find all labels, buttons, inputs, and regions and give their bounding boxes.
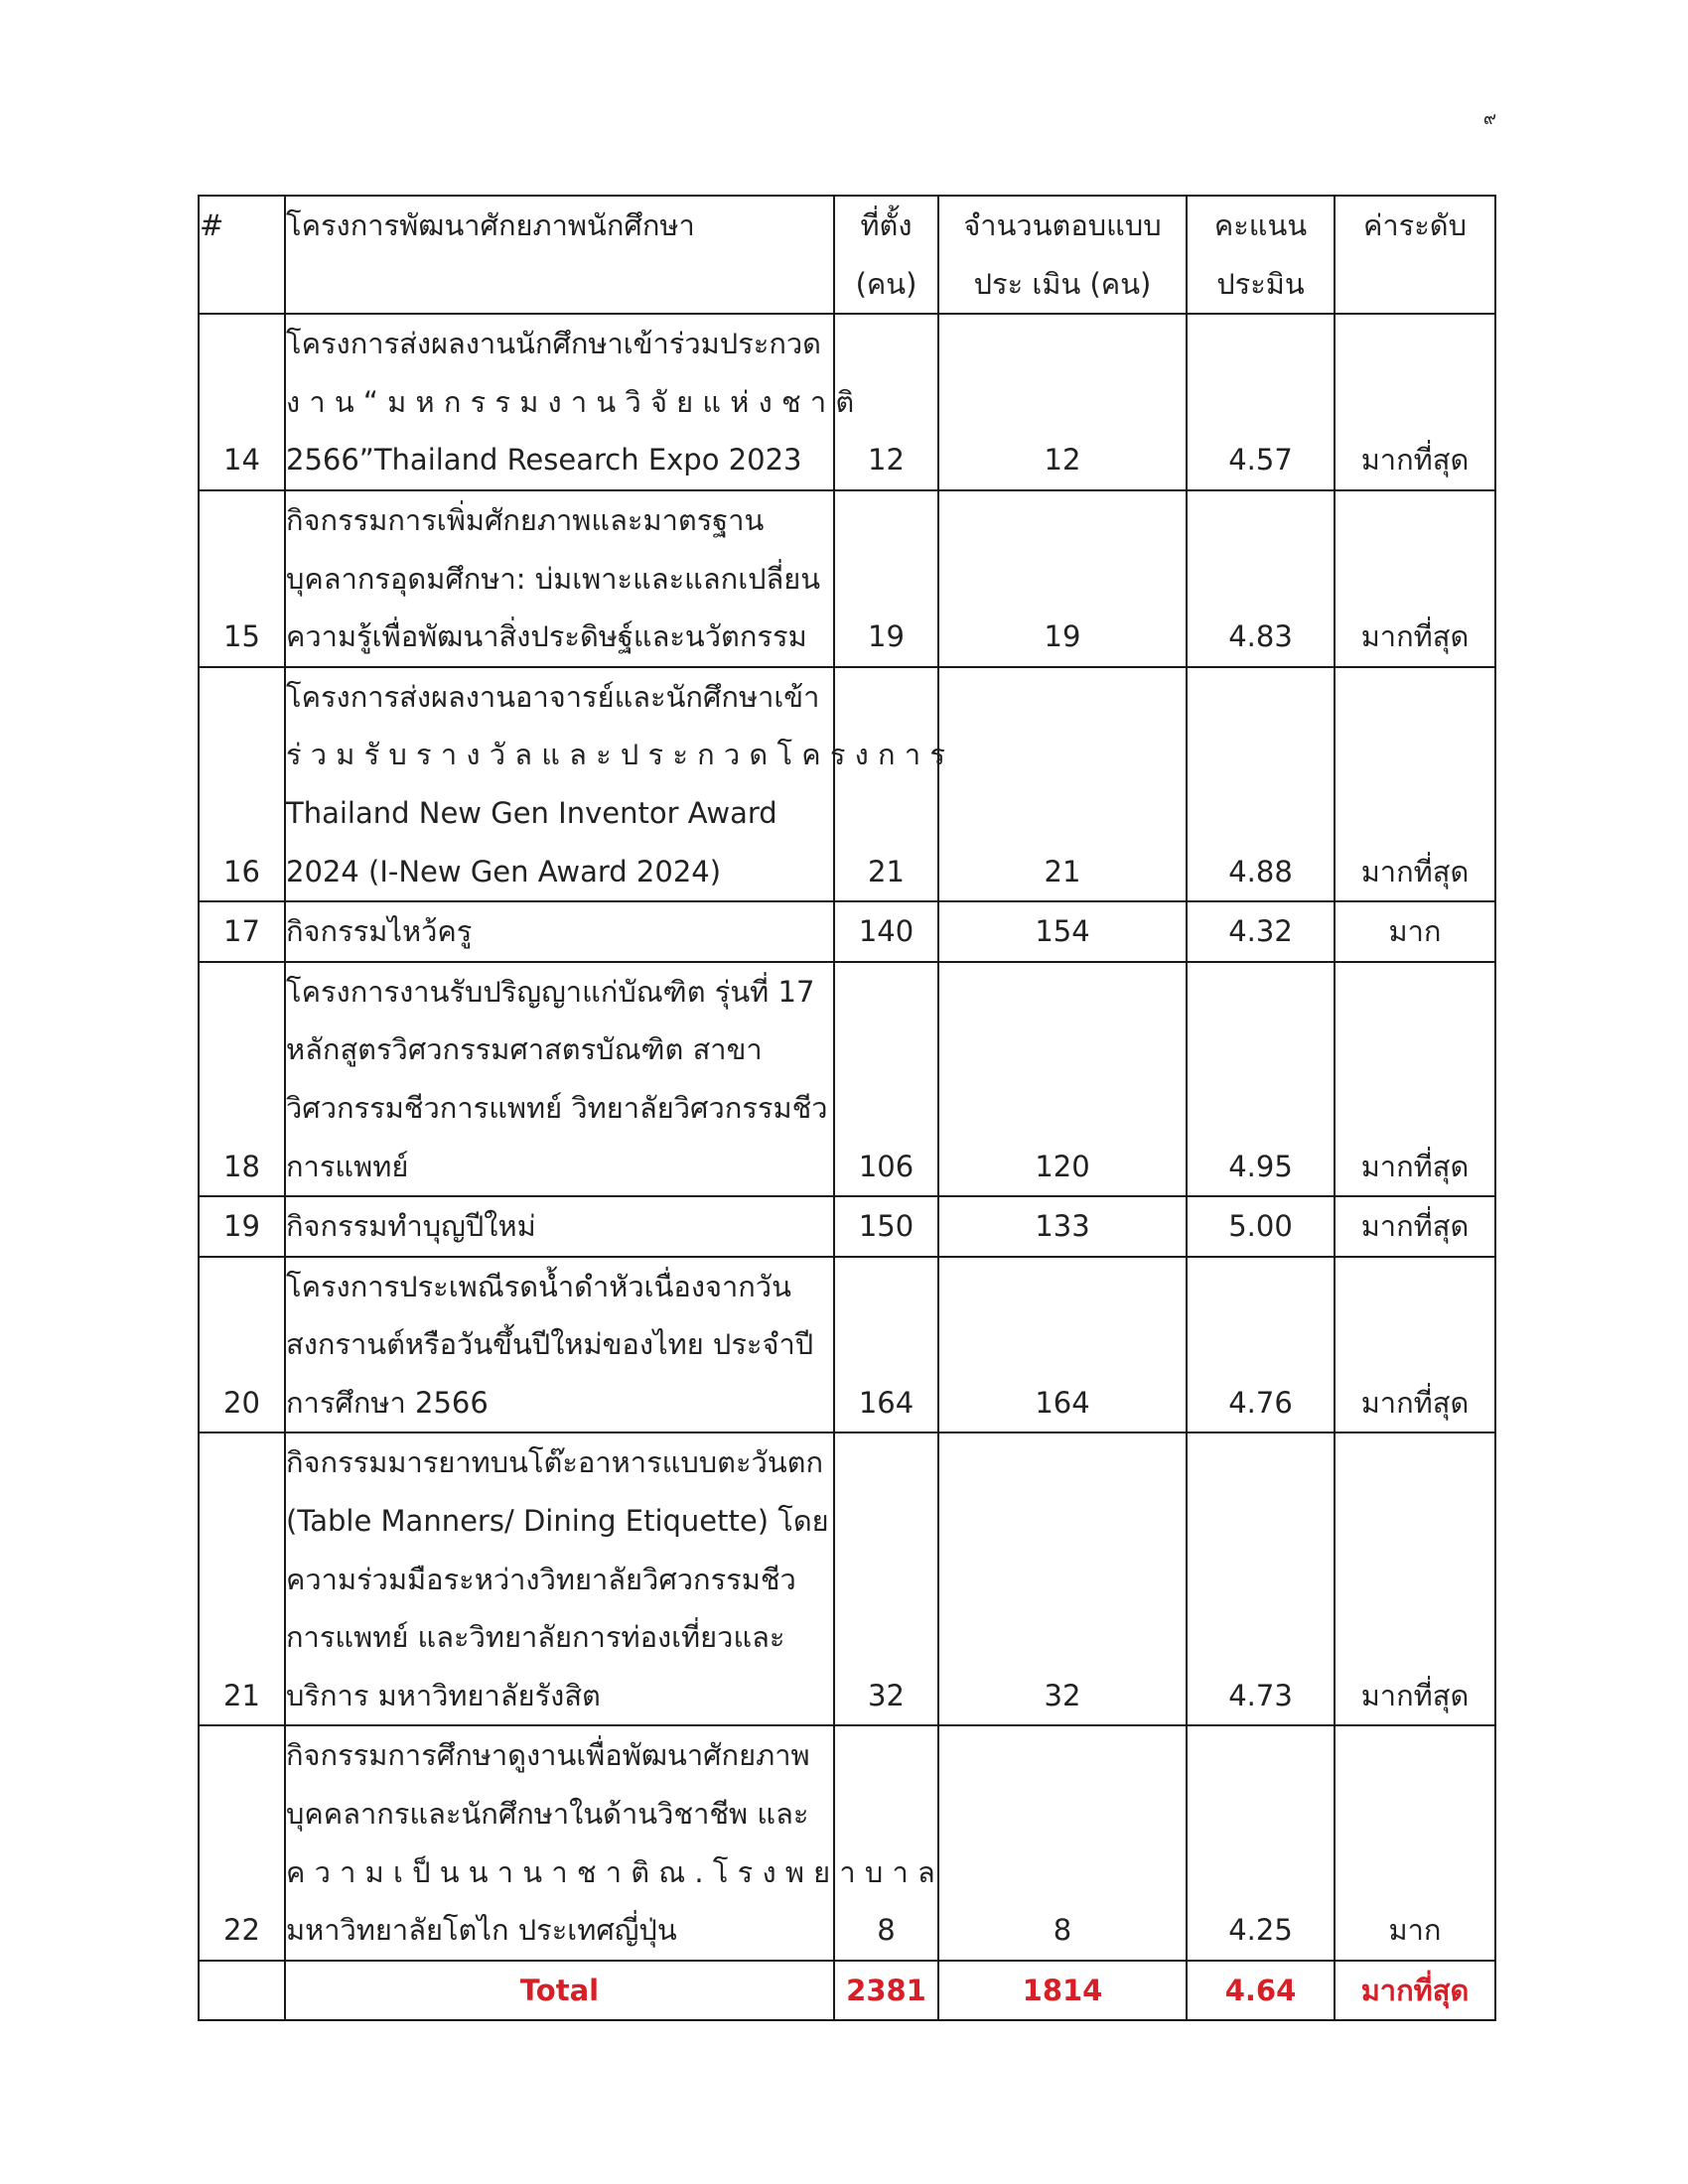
location-count: 12: [834, 314, 938, 490]
evaluation-score: 4.57: [1187, 314, 1335, 490]
total-label: Total: [285, 1961, 834, 2021]
project-name-line: วิศวกรรมชีวการแพทย์ วิทยาลัยวิศวกรรมชีว: [286, 1090, 828, 1125]
evaluation-table: [198, 195, 1496, 2021]
header-project: โครงการพัฒนาศักยภาพนักศึกษา: [285, 196, 834, 314]
project-name-line: บุคลากรอุดมศึกษา: บ่มเพาะและแลกเปลี่ยน: [286, 561, 821, 596]
header-respondents: [938, 196, 1187, 314]
evaluation-score: 4.95: [1187, 962, 1335, 1196]
respondent-count: 164: [938, 1257, 1187, 1433]
project-name-line: ร่ ว ม รั บ ร า ง วั ล แ ล ะ ป ร ะ ก ว ด โ ค ร ง ก า ร: [286, 738, 945, 772]
respondent-count: 154: [938, 901, 1187, 962]
row-number: 17: [199, 901, 285, 962]
project-name-line: กิจกรรมการเพิ่มศักยภาพและมาตรฐาน: [286, 502, 765, 537]
respondent-count: 120: [938, 962, 1187, 1196]
project-name-line: ความรู้เพื่อพัฒนาสิ่งประดิษฐ์และนวัตกรรม: [286, 619, 807, 654]
project-name-line: โครงการประเพณีรดน้ำดำหัวเนื่องจากวัน: [286, 1269, 791, 1303]
evaluation-score: 5.00: [1187, 1196, 1335, 1257]
evaluation-score: 4.25: [1187, 1725, 1335, 1960]
header-number: #: [199, 196, 285, 314]
table-row: [199, 1725, 1495, 1960]
table-row: [199, 962, 1495, 1196]
location-count: 106: [834, 962, 938, 1196]
row-number: 19: [199, 1196, 285, 1257]
level-rating: มาก: [1335, 1725, 1495, 1960]
project-name: [285, 314, 855, 490]
project-name: [285, 1725, 935, 1960]
row-number: 14: [199, 314, 285, 490]
respondent-count: 19: [938, 490, 1187, 667]
level-rating: มากที่สุด: [1335, 314, 1495, 490]
project-name-line: กิจกรรมมารยาทบนโต๊ะอาหารแบบตะวันตก: [286, 1445, 824, 1480]
row-number: 20: [199, 1257, 285, 1433]
project-name-line: ง า น “ ม ห ก ร ร ม ง า น วิ จั ย แ ห่ ง ช า ติ: [286, 384, 855, 419]
header-location: [834, 196, 938, 314]
project-name-line: สงกรานต์หรือวันขึ้นปีใหม่ของไทย ประจำปี: [286, 1327, 814, 1362]
project-name-line: การแพทย์ และวิทยาลัยการท่องเที่ยวและ: [286, 1620, 785, 1655]
respondent-count: 21: [938, 667, 1187, 901]
project-name: [285, 1433, 834, 1725]
total-respondents: 1814: [938, 1961, 1187, 2021]
table-row: [199, 314, 1495, 490]
location-count: 140: [834, 901, 938, 962]
total-row: [199, 1961, 1495, 2021]
respondent-count: 32: [938, 1433, 1187, 1725]
project-name: [285, 962, 834, 1196]
evaluation-score: 4.88: [1187, 667, 1335, 901]
project-name-line: การศึกษา 2566: [286, 1385, 489, 1420]
project-name: [285, 490, 834, 667]
project-name-line: กิจกรรมการศึกษาดูงานเพื่อพัฒนาศักยภาพ: [286, 1738, 810, 1773]
header-location-line: (คน): [855, 266, 917, 301]
table-row: [199, 667, 1495, 901]
evaluation-score: 4.76: [1187, 1257, 1335, 1433]
evaluation-score: 4.83: [1187, 490, 1335, 667]
location-count: 150: [834, 1196, 938, 1257]
location-count: 21: [834, 667, 938, 901]
header-respondents-line: จำนวนตอบแบบ: [963, 208, 1162, 242]
row-number: 16: [199, 667, 285, 901]
project-name-line: 2566”Thailand Research Expo 2023: [286, 443, 802, 478]
location-count: 8: [834, 1725, 938, 1960]
evaluation-score: 4.32: [1187, 901, 1335, 962]
project-name-line: กิจกรรมทำบุญปีใหม่: [286, 1209, 536, 1244]
total-score: 4.64: [1187, 1961, 1335, 2021]
project-name-line: มหาวิทยาลัยโตไก ประเทศญี่ปุ่น: [286, 1913, 677, 1948]
project-name-line: บริการ มหาวิทยาลัยรังสิต: [286, 1678, 601, 1712]
total-empty-cell: [199, 1961, 285, 2021]
project-name-line: ความร่วมมือระหว่างวิทยาลัยวิศวกรรมชีว: [286, 1562, 796, 1596]
row-number: 22: [199, 1725, 285, 1960]
row-number: 15: [199, 490, 285, 667]
project-name-line: บุคคลากรและนักศึกษาในด้านวิชาชีพ และ: [286, 1797, 809, 1832]
location-count: 32: [834, 1433, 938, 1725]
project-name-line: โครงการส่งผลงานอาจารย์และนักศึกษาเข้า: [286, 679, 820, 714]
header-score-line: ประมิน: [1216, 266, 1305, 301]
project-name-line: (Table Manners/ Dining Etiquette) โดย: [286, 1504, 829, 1539]
table-row: [199, 490, 1495, 667]
header-score-line: คะแนน: [1213, 208, 1308, 242]
table-row: [199, 1257, 1495, 1433]
header-location-line: ที่ตั้ง: [860, 208, 913, 242]
total-location: 2381: [834, 1961, 938, 2021]
project-name-line: 2024 (I-New Gen Award 2024): [286, 854, 722, 888]
project-name: [285, 901, 834, 962]
project-name-line: โครงการงานรับปริญญาแก่บัณฑิต รุ่นที่ 17: [286, 974, 815, 1009]
table-row: [199, 901, 1495, 962]
page-number: ๙: [1482, 108, 1496, 129]
location-count: 164: [834, 1257, 938, 1433]
table-header-row: [199, 196, 1495, 314]
project-name: [285, 1196, 834, 1257]
project-name-line: หลักสูตรวิศวกรรมศาสตรบัณฑิต สาขา: [286, 1032, 763, 1067]
location-count: 19: [834, 490, 938, 667]
evaluation-score: 4.73: [1187, 1433, 1335, 1725]
row-number: 21: [199, 1433, 285, 1725]
respondent-count: 133: [938, 1196, 1187, 1257]
project-name: [285, 1257, 834, 1433]
header-level: ค่าระดับ: [1335, 196, 1495, 314]
total-level: มากที่สุด: [1335, 1961, 1495, 2021]
level-rating: มากที่สุด: [1335, 1433, 1495, 1725]
project-name-line: โครงการส่งผลงานนักศึกษาเข้าร่วมประกวด: [286, 327, 822, 361]
respondent-count: 8: [938, 1725, 1187, 1960]
level-rating: มากที่สุด: [1335, 667, 1495, 901]
header-score: [1187, 196, 1335, 314]
table-row: [199, 1433, 1495, 1725]
row-number: 18: [199, 962, 285, 1196]
level-rating: มาก: [1335, 901, 1495, 962]
respondent-count: 12: [938, 314, 1187, 490]
project-name-line: การแพทย์: [286, 1149, 409, 1183]
project-name-line: ค ว า ม เ ป็ น น า น า ช า ติ ณ . โ ร ง พ ย า บ า ล: [286, 1854, 935, 1889]
level-rating: มากที่สุด: [1335, 1196, 1495, 1257]
table-row: [199, 1196, 1495, 1257]
project-name-line: Thailand New Gen Inventor Award: [286, 795, 777, 830]
level-rating: มากที่สุด: [1335, 490, 1495, 667]
level-rating: มากที่สุด: [1335, 962, 1495, 1196]
level-rating: มากที่สุด: [1335, 1257, 1495, 1433]
header-respondents-line: ประ เมิน (คน): [973, 266, 1152, 301]
project-name-line: กิจกรรมไหว้ครู: [286, 914, 473, 949]
